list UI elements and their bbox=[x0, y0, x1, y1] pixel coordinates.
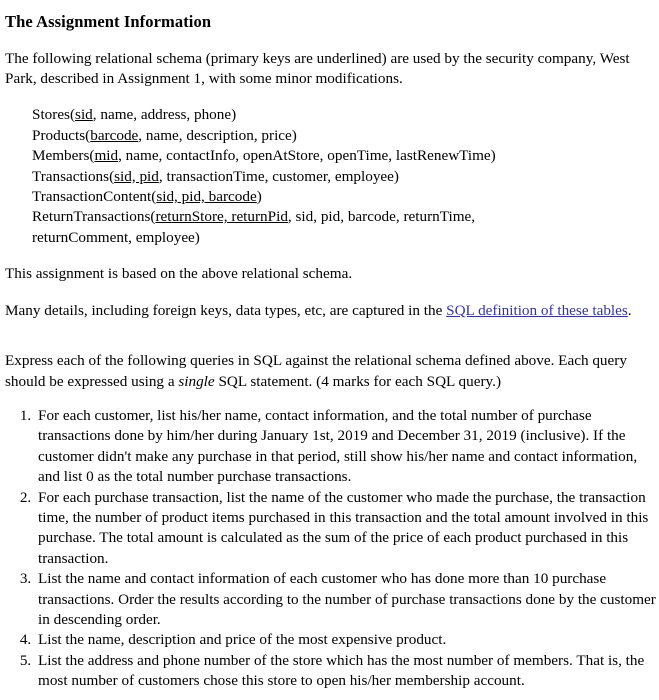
list-item: 1. For each customer, list his/her name, contact information, and the total number of purchase transactions done by him/her during January 1st, 2019 and December 31, 2019 (inclusive). If the customer didn't make any purchase in that period, still show his/her name and contact information, and list 0 as the total number purchase transactions. bbox=[35, 406, 656, 488]
schema-line bbox=[32, 126, 656, 146]
relation-name: Stores bbox=[32, 106, 70, 124]
schema-line bbox=[32, 207, 656, 248]
relation-name: TransactionContent bbox=[32, 188, 152, 206]
attribute-list: , transactionTime, customer, employee) bbox=[158, 167, 399, 185]
paren-open: ( bbox=[150, 208, 156, 226]
attribute-list: , name, contactInfo, openAtStore, openTime, lastRenewTime) bbox=[118, 147, 496, 165]
list-item: 3. List the name and contact information of each customer who has done more than 10 purchase transactions. Order the results according to the number of purchase transactions done by the customer in descending order. bbox=[35, 569, 656, 630]
primary-key: mid bbox=[94, 147, 119, 165]
list-item: 2. For each purchase transaction, list the name of the customer who made the purchase, the transaction time, the number of product items purchased in this transaction and the total amount involved in this purchase. The total amount is calculated as the sum of the price of each product purchased in this transaction. bbox=[35, 488, 656, 570]
list-item: 4. List the name, description and price of the most expensive product. bbox=[35, 630, 656, 650]
relation-name: ReturnTransactions bbox=[32, 208, 151, 226]
details-text-before-link: Many details, including foreign keys, data types, etc, are captured in the bbox=[5, 301, 447, 319]
section-spacer bbox=[5, 321, 656, 335]
primary-key: barcode bbox=[90, 126, 139, 144]
relational-schema-list bbox=[5, 105, 656, 248]
based-on-paragraph: This assignment is based on the above relational schema. bbox=[5, 265, 353, 283]
details-text-after-link: . bbox=[627, 301, 632, 319]
page-title: The Assignment Information bbox=[5, 12, 212, 31]
instructions-paragraph bbox=[5, 351, 656, 392]
sql-definition-link[interactable]: SQL definition of these tables bbox=[446, 301, 628, 319]
schema-line bbox=[32, 187, 656, 207]
details-paragraph bbox=[5, 301, 656, 321]
schema-line bbox=[32, 167, 656, 187]
schema-line bbox=[32, 105, 656, 125]
attribute-list: , name, description, price) bbox=[138, 126, 297, 144]
instructions-text-part2: SQL statement. (4 marks for each SQL query.) bbox=[214, 372, 502, 390]
attribute-list: ) bbox=[256, 188, 262, 206]
primary-key: sid bbox=[75, 106, 93, 124]
attribute-list-continuation: returnComment, employee) bbox=[32, 228, 200, 246]
paren-open: ( bbox=[89, 147, 95, 165]
relation-name: Transactions bbox=[32, 167, 110, 185]
paren-open: ( bbox=[151, 188, 157, 206]
paren-open: ( bbox=[85, 126, 91, 144]
primary-key: returnStore, returnPid bbox=[155, 208, 288, 226]
paren-open: ( bbox=[69, 106, 76, 124]
instructions-text-part1: Express each of the following queries in SQL against the relational schema defined above. Each query should be expressed using a bbox=[5, 352, 627, 390]
primary-key: sid, pid, barcode bbox=[156, 188, 257, 206]
paren-open: ( bbox=[109, 167, 115, 185]
query-list bbox=[5, 406, 656, 692]
intro-paragraph: The following relational schema (primary keys are underlined) are used by the security company, West Park, described in Assignment 1, with some minor modifications. bbox=[5, 49, 630, 88]
primary-key: sid, pid bbox=[114, 167, 159, 185]
attribute-list: , name, address, phone) bbox=[92, 106, 237, 124]
schema-line bbox=[32, 146, 656, 166]
attribute-list: , sid, pid, barcode, returnTime, bbox=[287, 208, 476, 226]
instructions-emphasis: single bbox=[178, 372, 215, 390]
relation-name: Members bbox=[32, 147, 90, 165]
list-item: 5. List the address and phone number of the store which has the most number of members. That is, the most number of customers chose this store to open his/her membership account. bbox=[35, 651, 656, 692]
relation-name: Products bbox=[32, 126, 86, 144]
